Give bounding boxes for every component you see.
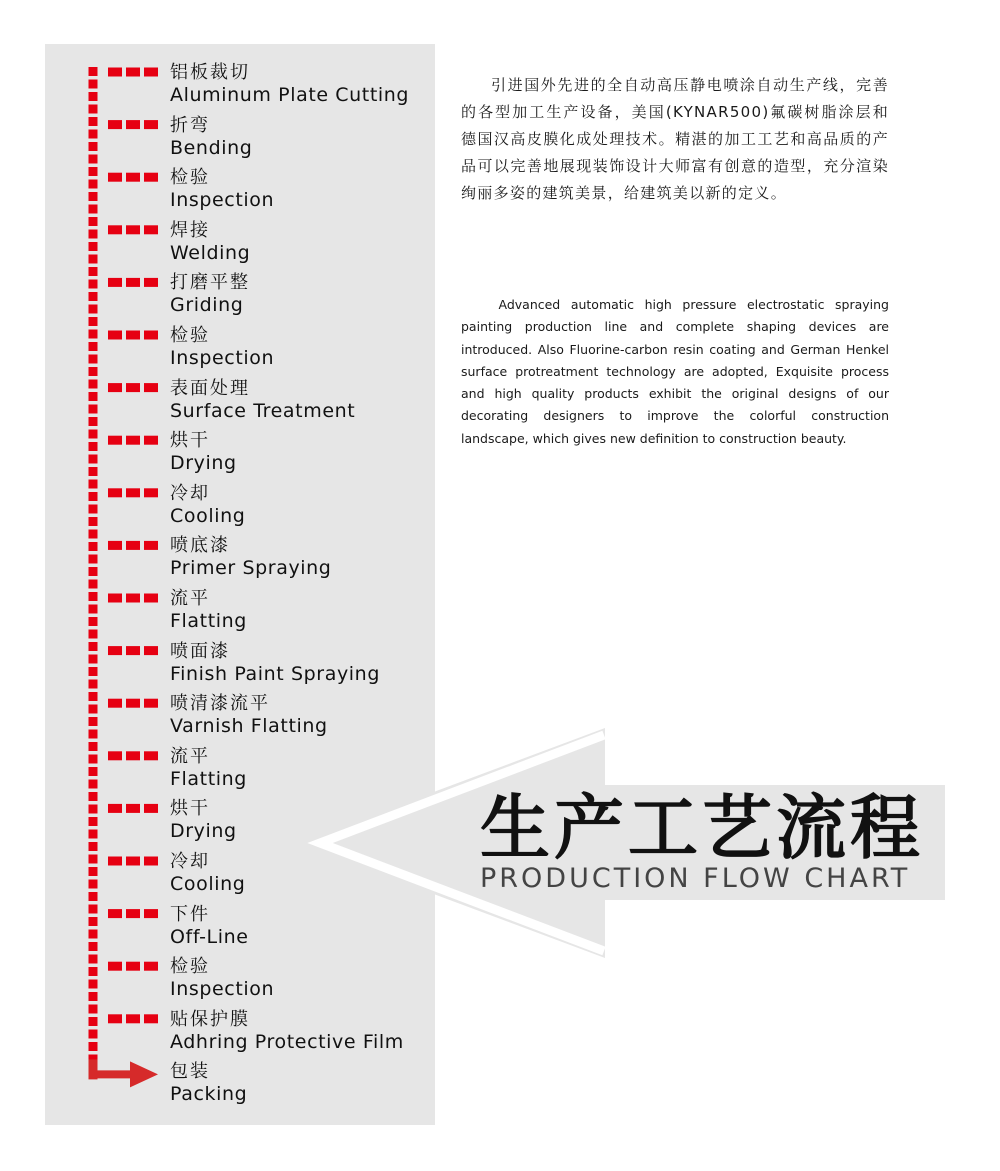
step-label-cn: 下件 bbox=[170, 903, 210, 925]
branch-dash bbox=[126, 857, 140, 866]
connector-dash bbox=[89, 155, 98, 164]
connector-dash bbox=[89, 280, 98, 289]
step-label-en: Off-Line bbox=[170, 925, 249, 948]
connector-dash bbox=[89, 917, 98, 926]
branch-dash bbox=[144, 278, 158, 287]
connector-dash bbox=[89, 655, 98, 664]
connector-dash bbox=[89, 1042, 98, 1051]
step-label-cn: 流平 bbox=[170, 588, 210, 609]
connector-dash bbox=[89, 1017, 98, 1026]
connector-dash bbox=[89, 517, 98, 526]
branch-dash bbox=[108, 699, 122, 708]
connector-dash bbox=[89, 67, 98, 76]
step-label-cn: 检验 bbox=[170, 956, 210, 978]
branch-dash bbox=[126, 488, 140, 497]
connector-dash bbox=[89, 905, 98, 914]
branch-dash bbox=[144, 383, 158, 392]
branch-dash bbox=[144, 594, 158, 603]
connector-dash bbox=[89, 755, 98, 764]
connector-dash bbox=[89, 967, 98, 976]
branch-dash bbox=[126, 68, 140, 77]
connector-dash bbox=[89, 842, 98, 851]
connector-dash bbox=[89, 742, 98, 751]
step-label-cn: 冷却 bbox=[170, 482, 210, 504]
branch-dash bbox=[108, 962, 122, 971]
connector-dash bbox=[89, 930, 98, 939]
step-label-en: Griding bbox=[170, 294, 244, 317]
step-label-cn: 冷却 bbox=[170, 851, 210, 872]
description-en: Advanced automatic high pressure electrostatic spraying painting production line and complete shaping devices are introduced. Also Fluorine-carbon resin coating and German Henkel surface protreatment technology are adopted, Exquisite process and high quality products exhibit the original designs of our decorating designers to improve the colorful construction landscape, which gives new definition to construction beauty. bbox=[461, 297, 889, 446]
connector-dash bbox=[89, 417, 98, 426]
branch-dash bbox=[144, 225, 158, 234]
branch-dash bbox=[144, 1014, 158, 1023]
branch-dash bbox=[108, 751, 122, 760]
step-label-en: Flatting bbox=[170, 767, 247, 790]
step-label-cn: 喷清漆流平 bbox=[170, 693, 270, 715]
connector-dash bbox=[89, 355, 98, 364]
step-label-en: Inspection bbox=[170, 189, 275, 212]
branch-dash bbox=[144, 646, 158, 655]
branch-dash bbox=[108, 1014, 122, 1023]
step-label-cn: 表面处理 bbox=[170, 377, 250, 399]
branch-dash bbox=[126, 594, 140, 603]
connector-dash bbox=[89, 342, 98, 351]
step-label-en: Primer Spraying bbox=[170, 557, 332, 580]
branch-dash bbox=[108, 646, 122, 655]
branch-dash bbox=[144, 909, 158, 918]
branch-dash bbox=[144, 173, 158, 182]
connector-dash bbox=[89, 780, 98, 789]
branch-dash bbox=[108, 594, 122, 603]
connector-dash bbox=[89, 992, 98, 1001]
connector-dash bbox=[89, 580, 98, 589]
connector-dash bbox=[89, 242, 98, 251]
branch-dash bbox=[144, 857, 158, 866]
branch-dash bbox=[126, 436, 140, 445]
connector-dash bbox=[89, 167, 98, 176]
connector-dash bbox=[89, 505, 98, 514]
branch-dash bbox=[108, 436, 122, 445]
connector-dash bbox=[89, 730, 98, 739]
branch-dash bbox=[126, 541, 140, 550]
connector-dash bbox=[89, 642, 98, 651]
connector-dash bbox=[89, 680, 98, 689]
step-label-cn: 烘干 bbox=[170, 430, 210, 452]
branch-dash bbox=[126, 173, 140, 182]
connector-dash bbox=[89, 530, 98, 539]
connector-dash bbox=[89, 542, 98, 551]
branch-dash bbox=[126, 699, 140, 708]
connector-dash bbox=[89, 855, 98, 864]
branch-dash bbox=[108, 68, 122, 77]
connector-dash bbox=[89, 492, 98, 501]
connector-dash bbox=[89, 205, 98, 214]
connector-dash bbox=[89, 467, 98, 476]
step-label-cn: 包装 bbox=[170, 1061, 210, 1083]
connector-dash bbox=[89, 792, 98, 801]
branch-dash bbox=[126, 383, 140, 392]
connector-dash bbox=[89, 455, 98, 464]
branch-dash bbox=[108, 383, 122, 392]
connector-dash bbox=[89, 405, 98, 414]
step-label-en: Cooling bbox=[170, 504, 246, 527]
step-label-en: Drying bbox=[170, 820, 237, 843]
branch-dash bbox=[108, 857, 122, 866]
step-label-en: Flatting bbox=[170, 610, 247, 632]
step-label-cn: 烘干 bbox=[170, 798, 210, 820]
connector-dash bbox=[89, 767, 98, 776]
branch-dash bbox=[144, 699, 158, 708]
connector-dash bbox=[89, 630, 98, 639]
connector-dash bbox=[89, 605, 98, 614]
step-label-en: Welding bbox=[170, 241, 251, 264]
connector-dash bbox=[89, 380, 98, 389]
step-label-cn: 流平 bbox=[170, 745, 210, 767]
branch-dash bbox=[144, 488, 158, 497]
branch-dash bbox=[144, 120, 158, 129]
chart-title-cn: 生产工艺流程 bbox=[480, 787, 924, 869]
connector-dash bbox=[89, 292, 98, 301]
connector-dash bbox=[89, 705, 98, 714]
connector-dash bbox=[89, 192, 98, 201]
step-label-cn: 打磨平整 bbox=[170, 272, 250, 294]
connector-dash bbox=[89, 430, 98, 439]
step-label-cn: 检验 bbox=[170, 167, 210, 189]
connector-dash bbox=[89, 592, 98, 601]
step-label-en: Adhring Protective Film bbox=[170, 1030, 404, 1053]
connector-dash bbox=[89, 617, 98, 626]
connector-dash bbox=[89, 567, 98, 576]
connector-dash bbox=[89, 317, 98, 326]
connector-dash bbox=[89, 180, 98, 189]
connector-dash bbox=[89, 142, 98, 151]
connector-dash bbox=[89, 392, 98, 401]
branch-dash bbox=[144, 541, 158, 550]
connector-dash bbox=[89, 892, 98, 901]
step-label-en: Inspection bbox=[170, 347, 275, 369]
connector-dash bbox=[89, 805, 98, 814]
branch-dash bbox=[126, 120, 140, 129]
connector-dash bbox=[89, 255, 98, 264]
connector-dash bbox=[89, 367, 98, 376]
branch-dash bbox=[126, 962, 140, 971]
connector-dash bbox=[89, 80, 98, 89]
connector-dash bbox=[89, 267, 98, 276]
connector-dash bbox=[89, 830, 98, 839]
final-arrow-head bbox=[89, 1061, 159, 1087]
branch-dash bbox=[108, 331, 122, 340]
connector-dash bbox=[89, 555, 98, 564]
branch-dash bbox=[144, 331, 158, 340]
step-label-en: Varnish Flatting bbox=[170, 715, 328, 738]
branch-dash bbox=[108, 488, 122, 497]
step-label-en: Inspection bbox=[170, 978, 275, 1001]
connector-dash bbox=[89, 330, 98, 339]
connector-dash bbox=[89, 955, 98, 964]
step-label-cn: 喷底漆 bbox=[170, 535, 230, 557]
branch-dash bbox=[144, 804, 158, 813]
connector-dash bbox=[89, 117, 98, 126]
connector-dash bbox=[89, 717, 98, 726]
branch-dash bbox=[144, 68, 158, 77]
step-label-en: Cooling bbox=[170, 873, 246, 895]
connector-dash bbox=[89, 667, 98, 676]
connector-dash bbox=[89, 442, 98, 451]
connector-dash bbox=[89, 230, 98, 239]
branch-dash bbox=[144, 962, 158, 971]
connector-dash bbox=[89, 880, 98, 889]
branch-dash bbox=[108, 804, 122, 813]
step-label-en: Drying bbox=[170, 452, 237, 475]
step-label-en: Packing bbox=[170, 1083, 248, 1106]
branch-dash bbox=[126, 331, 140, 340]
branch-dash bbox=[144, 436, 158, 445]
branch-dash bbox=[108, 541, 122, 550]
branch-dash bbox=[144, 751, 158, 760]
branch-dash bbox=[108, 173, 122, 182]
step-label-cn: 检验 bbox=[170, 325, 210, 346]
connector-dash bbox=[89, 105, 98, 114]
step-label-cn: 折弯 bbox=[170, 114, 210, 136]
branch-dash bbox=[108, 909, 122, 918]
branch-dash bbox=[126, 278, 140, 287]
branch-dash bbox=[126, 1014, 140, 1023]
step-label-en: Bending bbox=[170, 136, 253, 159]
connector-dash bbox=[89, 480, 98, 489]
branch-dash bbox=[126, 804, 140, 813]
branch-dash bbox=[108, 278, 122, 287]
step-label-cn: 喷面漆 bbox=[170, 640, 230, 662]
chart-title-en: PRODUCTION FLOW CHART bbox=[480, 863, 911, 894]
branch-dash bbox=[108, 225, 122, 234]
branch-dash bbox=[126, 909, 140, 918]
branch-dash bbox=[108, 120, 122, 129]
description-cn: 引进国外先进的全自动高压静电喷涂自动生产线，完善的各型加工生产设备，美国(KYNAR500)氟碳树脂涂层和德国汉高皮膜化成处理技术。精湛的加工工艺和高品质的产品可以完善地展现装饰设计大师富有创意的造型，充分渲染绚丽多姿的建筑美景，给建筑美以新的定义。 bbox=[461, 76, 889, 202]
step-label-cn: 铝板裁切 bbox=[170, 62, 250, 83]
connector-dash bbox=[89, 867, 98, 876]
branch-dash bbox=[126, 751, 140, 760]
connector-dash bbox=[89, 692, 98, 701]
connector-dash bbox=[89, 980, 98, 989]
step-label-en: Aluminum Plate Cutting bbox=[170, 84, 410, 106]
connector-dash bbox=[89, 130, 98, 139]
branch-dash bbox=[126, 646, 140, 655]
connector-dash bbox=[89, 217, 98, 226]
connector-dash bbox=[89, 817, 98, 826]
connector-dash bbox=[89, 92, 98, 101]
step-label-en: Surface Treatment bbox=[170, 399, 356, 422]
step-label-cn: 焊接 bbox=[170, 219, 210, 241]
step-label-en: Finish Paint Spraying bbox=[170, 662, 380, 685]
connector-dash bbox=[89, 1030, 98, 1039]
branch-dash bbox=[126, 225, 140, 234]
connector-dash bbox=[89, 1005, 98, 1014]
connector-dash bbox=[89, 305, 98, 314]
connector-dash bbox=[89, 942, 98, 951]
step-label-cn: 贴保护膜 bbox=[170, 1008, 250, 1030]
